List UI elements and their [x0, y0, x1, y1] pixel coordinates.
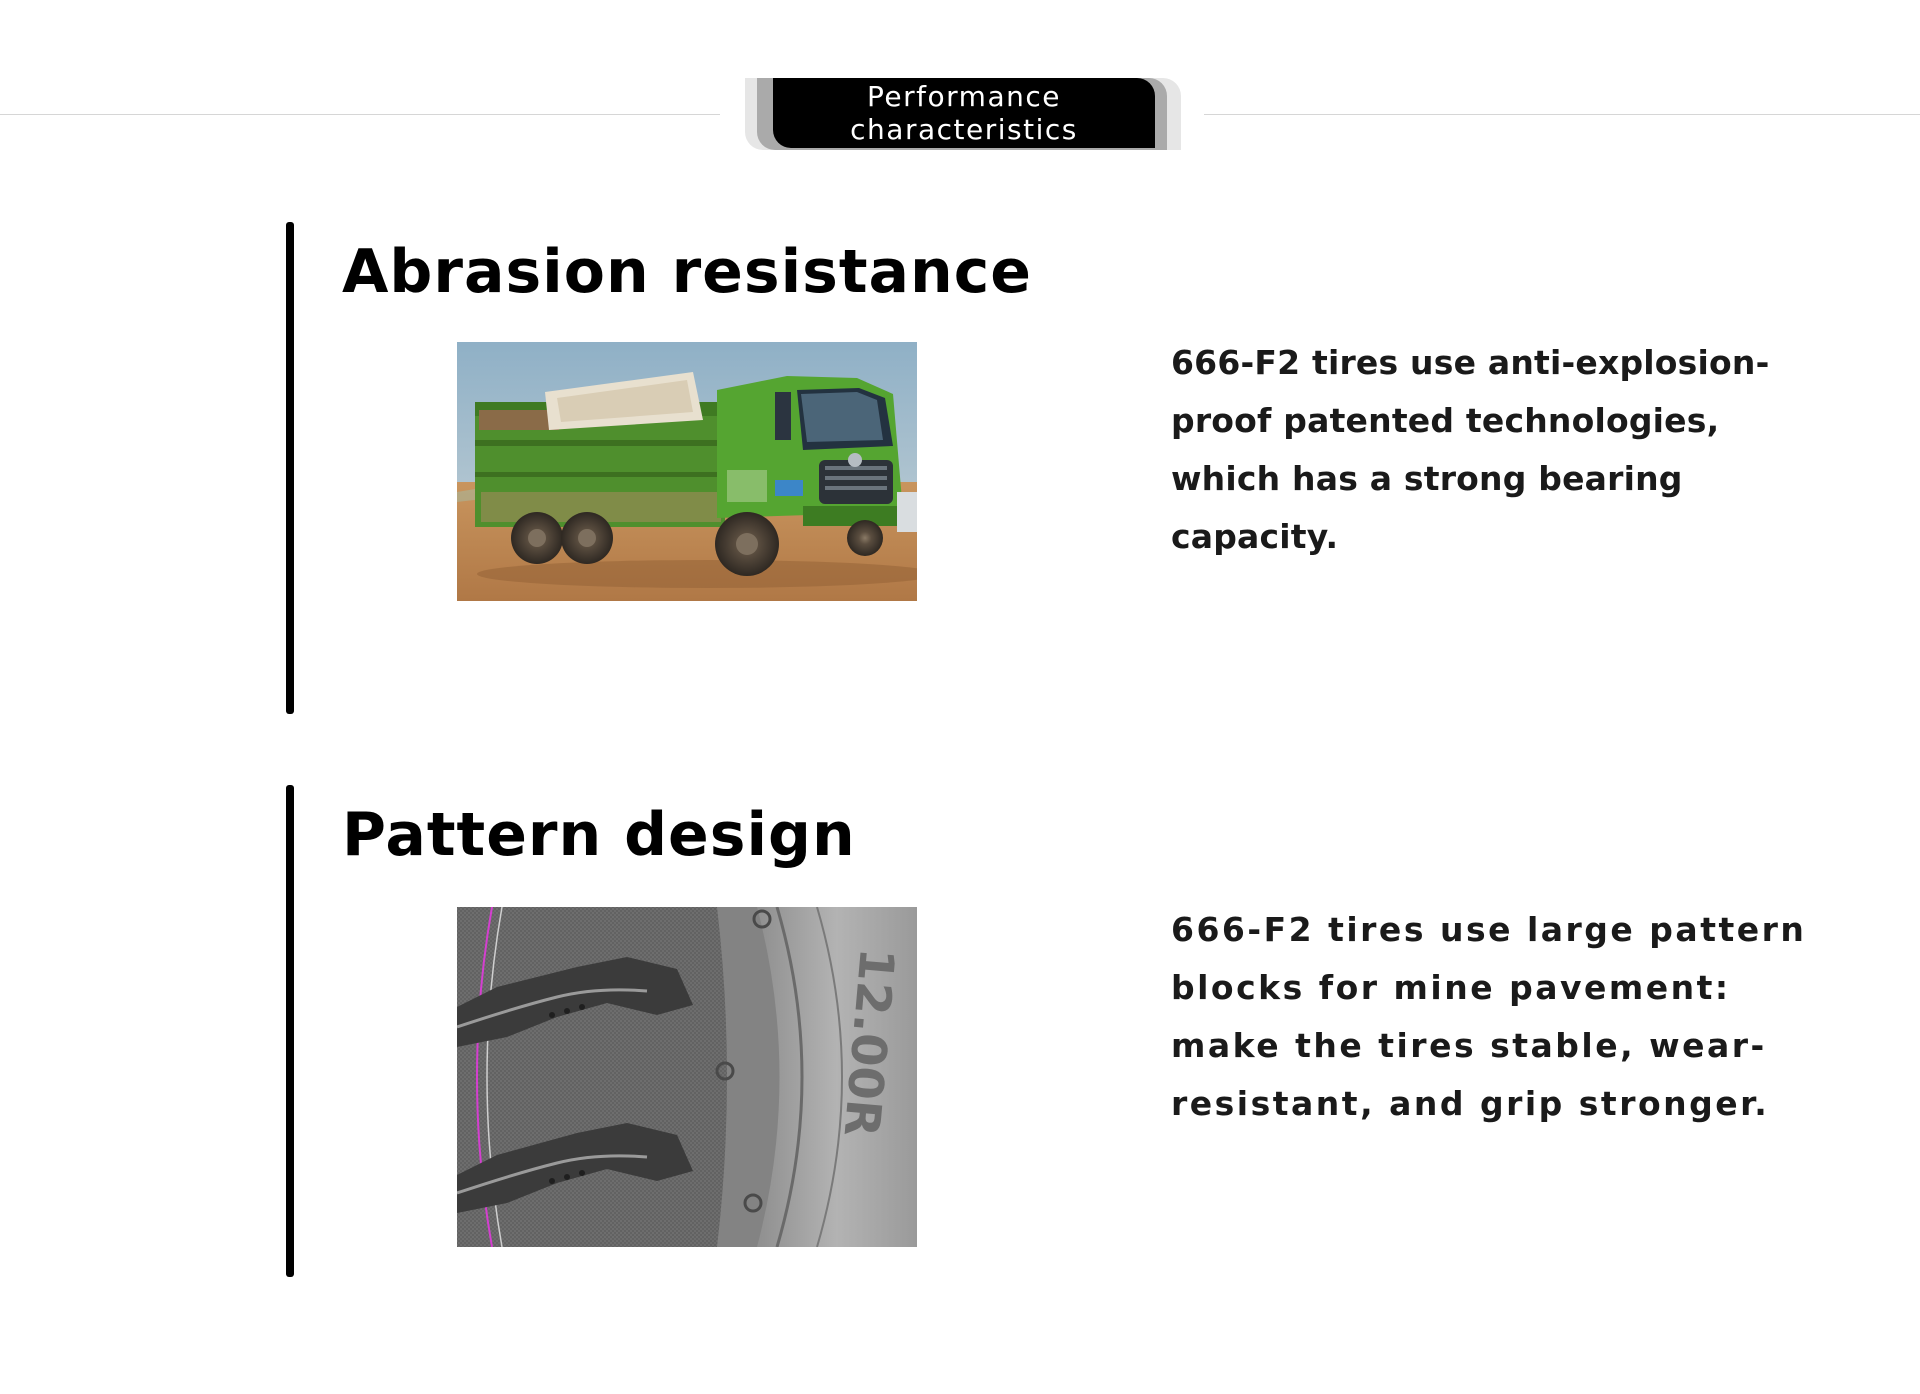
section-description: 666-F2 tires use large pattern blocks for mine pavement: make the tires stable, wear-resistant, and grip stronger. [1171, 910, 1807, 1123]
section-title: Abrasion resistance [342, 237, 1032, 307]
section-accent-bar [286, 222, 294, 714]
tire-tread-closeup-photo [457, 907, 917, 1247]
green-dump-truck-photo [457, 342, 917, 601]
tire-tread-image [457, 907, 917, 1247]
section-header-badge [745, 78, 1181, 150]
badge-text: Performance characteristics [850, 80, 1078, 146]
section-accent-bar [286, 785, 294, 1277]
tire-sidewall-text: 12.00R [832, 945, 905, 1139]
section-abrasion-resistance [286, 222, 1786, 714]
badge-label [773, 78, 1155, 148]
divider-line-left [0, 114, 720, 115]
dump-truck-image [457, 342, 917, 601]
section-pattern-design [286, 785, 1807, 1277]
divider-line-right [1204, 114, 1920, 115]
section-title: Pattern design [342, 800, 856, 870]
section-description: 666-F2 tires use anti-explosion-proof patented technologies, which has a strong bearing capacity. [1171, 343, 1770, 556]
